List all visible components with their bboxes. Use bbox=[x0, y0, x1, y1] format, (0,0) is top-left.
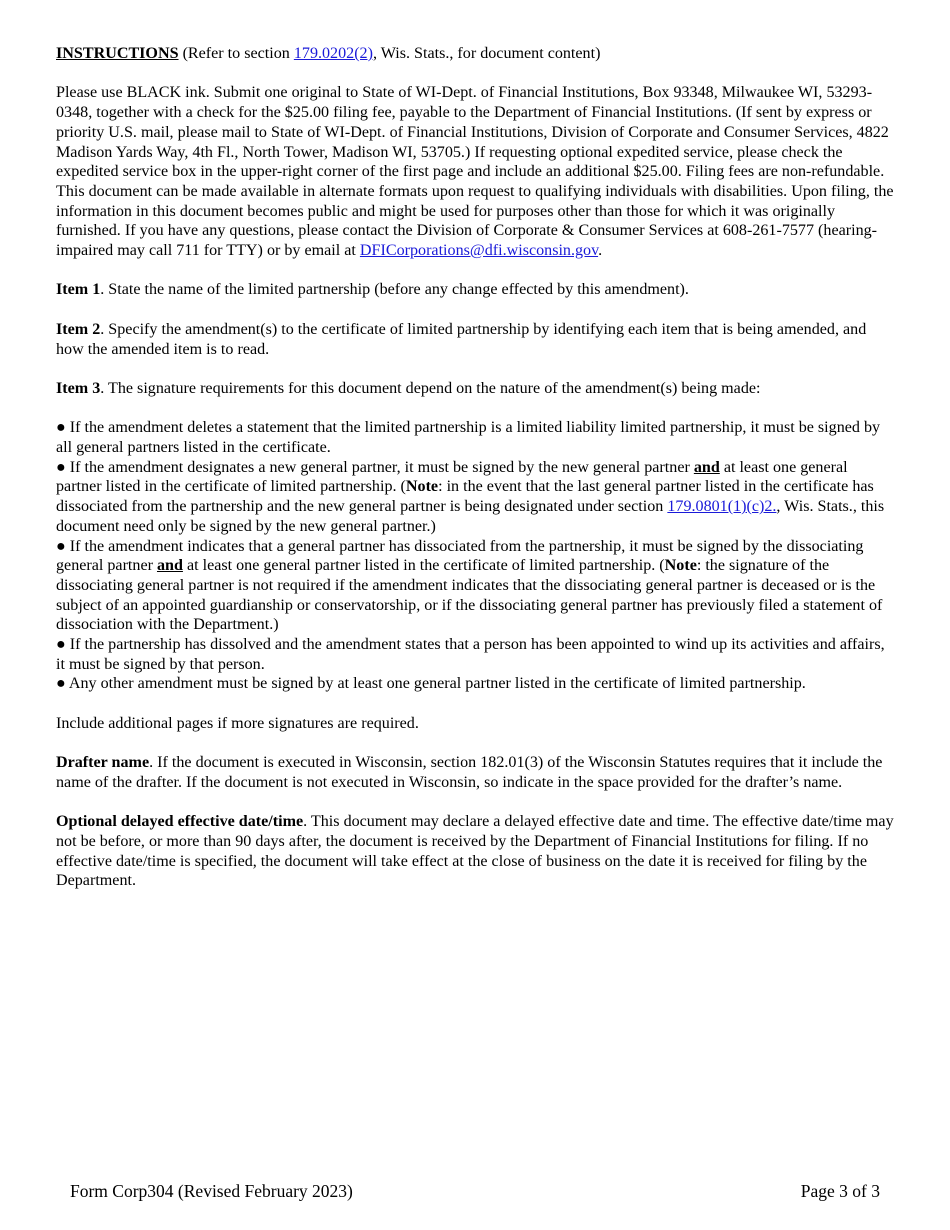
dfi-email-link[interactable]: DFICorporations@dfi.wisconsin.gov bbox=[359, 242, 599, 260]
drafter-name-label: Drafter name bbox=[56, 754, 150, 772]
bullet-2-text-d: , Wis. Stats., this document need only be signed by the new general partner.) bbox=[56, 498, 885, 535]
additional-pages-note: Include additional pages if more signatures are required. bbox=[56, 714, 419, 732]
item-2 bbox=[56, 320, 896, 359]
item-3-label: Item 3 bbox=[56, 379, 101, 397]
bullet-3-and: and bbox=[156, 557, 183, 575]
general-instructions-end: . bbox=[598, 242, 603, 260]
bullet-2-text-c: : in the event that the last general partner listed in the certificate has dissociated from the partnership and the new general partner is being designated under section bbox=[56, 478, 874, 516]
delayed-effective-date-section bbox=[56, 812, 896, 891]
bullet-3-text-b: at least one general partner listed in the certificate of limited partnership. ( bbox=[182, 557, 665, 575]
drafter-name-section bbox=[56, 753, 896, 792]
general-instructions bbox=[56, 83, 896, 260]
item-1-label: Item 1 bbox=[56, 281, 101, 299]
bullet-2-note: Note bbox=[405, 478, 439, 496]
statute-link-179-0202[interactable]: 179.0202(2) bbox=[293, 45, 373, 62]
instructions-intro-post: , Wis. Stats., for document content) bbox=[372, 45, 601, 62]
bullet-new-general-partner bbox=[56, 458, 896, 537]
instructions-intro-pre: (Refer to section bbox=[182, 45, 294, 62]
drafter-name-text: . If the document is executed in Wisconsin, section 182.01(3) of the Wisconsin Statutes requires that it include the name of the drafter. If the document is not executed in Wisconsin, so indicate in the space provided for the drafter’s name. bbox=[56, 754, 883, 791]
general-instructions-text: Please use BLACK ink. Submit one original to State of WI-Dept. of Financial Institutions, Box 93348, Milwaukee WI, 53293-0348, together with a check for the $25.00 filing fee, payable to the Department of Financial Institutions. (If sent by express or priority U.S. mail, please mail to State of WI-Dept. of Financial Institutions, Division of Corporate and Consumer Services, 4822 Madison Yards Way, 4th Fl., North Tower, Madison WI, 53705.) If requesting optional expedited service, please check the expedited service box in the upper-right corner of the first page and include an additional $25.00. Filing fees are non-refundable. This document can be made available in alternate formats upon request to qualifying individuals with disabilities. Upon filing, the information in this document becomes public and might be used for purposes other than those for which it was originally furnished. If you have any questions, please contact the Division of Corporate & Consumer Services at 608-261-7577 (hearing-impaired may call 711 for TTY) or by email at bbox=[56, 84, 894, 260]
instructions-page bbox=[56, 44, 896, 911]
delayed-effective-date-label: Optional delayed effective date/time bbox=[56, 813, 304, 831]
bullet-3-text-a: ● If the amendment indicates that a general partner has dissociated from the partnership, it must be signed by the dissociating general partner bbox=[56, 537, 864, 575]
bullet-2-text-a: ● If the amendment designates a new general partner, it must be signed by the new general partner bbox=[56, 458, 694, 476]
bullet-2-and: and bbox=[693, 458, 720, 476]
bullet-dissolved-partnership: ● If the partnership has dissolved and the amendment states that a person has been appointed to wind up its activities and affairs, it must be signed by that person. bbox=[56, 636, 885, 673]
bullet-llp-deletion: ● If the amendment deletes a statement that the limited partnership is a limited liability limited partnership, it must be signed by all general partners listed in the certificate. bbox=[56, 419, 881, 456]
form-identifier: Form Corp304 (Revised February 2023) bbox=[70, 1181, 353, 1201]
signature-requirements-list bbox=[56, 418, 896, 694]
statute-link-179-0801[interactable]: 179.0801(1)(c)2. bbox=[667, 498, 777, 516]
item-2-label: Item 2 bbox=[56, 320, 101, 338]
bullet-dissociated-partner bbox=[56, 537, 896, 636]
page-number: Page 3 of 3 bbox=[800, 1181, 880, 1201]
item-1-text: . State the name of the limited partnership (before any change effected by this amendment). bbox=[100, 281, 689, 299]
delayed-effective-date-text: . This document may declare a delayed effective date and time. The effective date/time may not be before, or more than 90 days after, the document is received by the Department of Financial Institutions for filing. If no effective date/time is specified, the document will take effect at the close of business on the date it is received for filing by the Department. bbox=[56, 813, 894, 890]
instructions-heading-line bbox=[56, 44, 896, 64]
bullet-3-note: Note bbox=[664, 557, 697, 575]
item-1 bbox=[56, 280, 896, 300]
item-2-text: . Specify the amendment(s) to the certificate of limited partnership by identifying each item that is being amended, and how the amended item is to read. bbox=[56, 320, 867, 358]
bullet-3-text-c: : the signature of the dissociating general partner is not required if the amendment indicates that the dissociating general partner is deceased or is the subject of an appointed guardianship or conservatorship, or if the dissociating general partner has previously filed a statement of dissociation with the Department.) bbox=[56, 557, 883, 634]
item-3-text: . The signature requirements for this document depend on the nature of the amendment(s) being made: bbox=[100, 379, 761, 397]
item-3 bbox=[56, 379, 896, 399]
bullet-2-text-b: at least one general partner listed in the certificate of limited partnership. ( bbox=[56, 458, 848, 496]
instructions-heading: INSTRUCTIONS bbox=[56, 45, 179, 62]
bullet-other-amendment: ● Any other amendment must be signed by at least one general partner listed in the certificate of limited partnership. bbox=[56, 675, 806, 693]
